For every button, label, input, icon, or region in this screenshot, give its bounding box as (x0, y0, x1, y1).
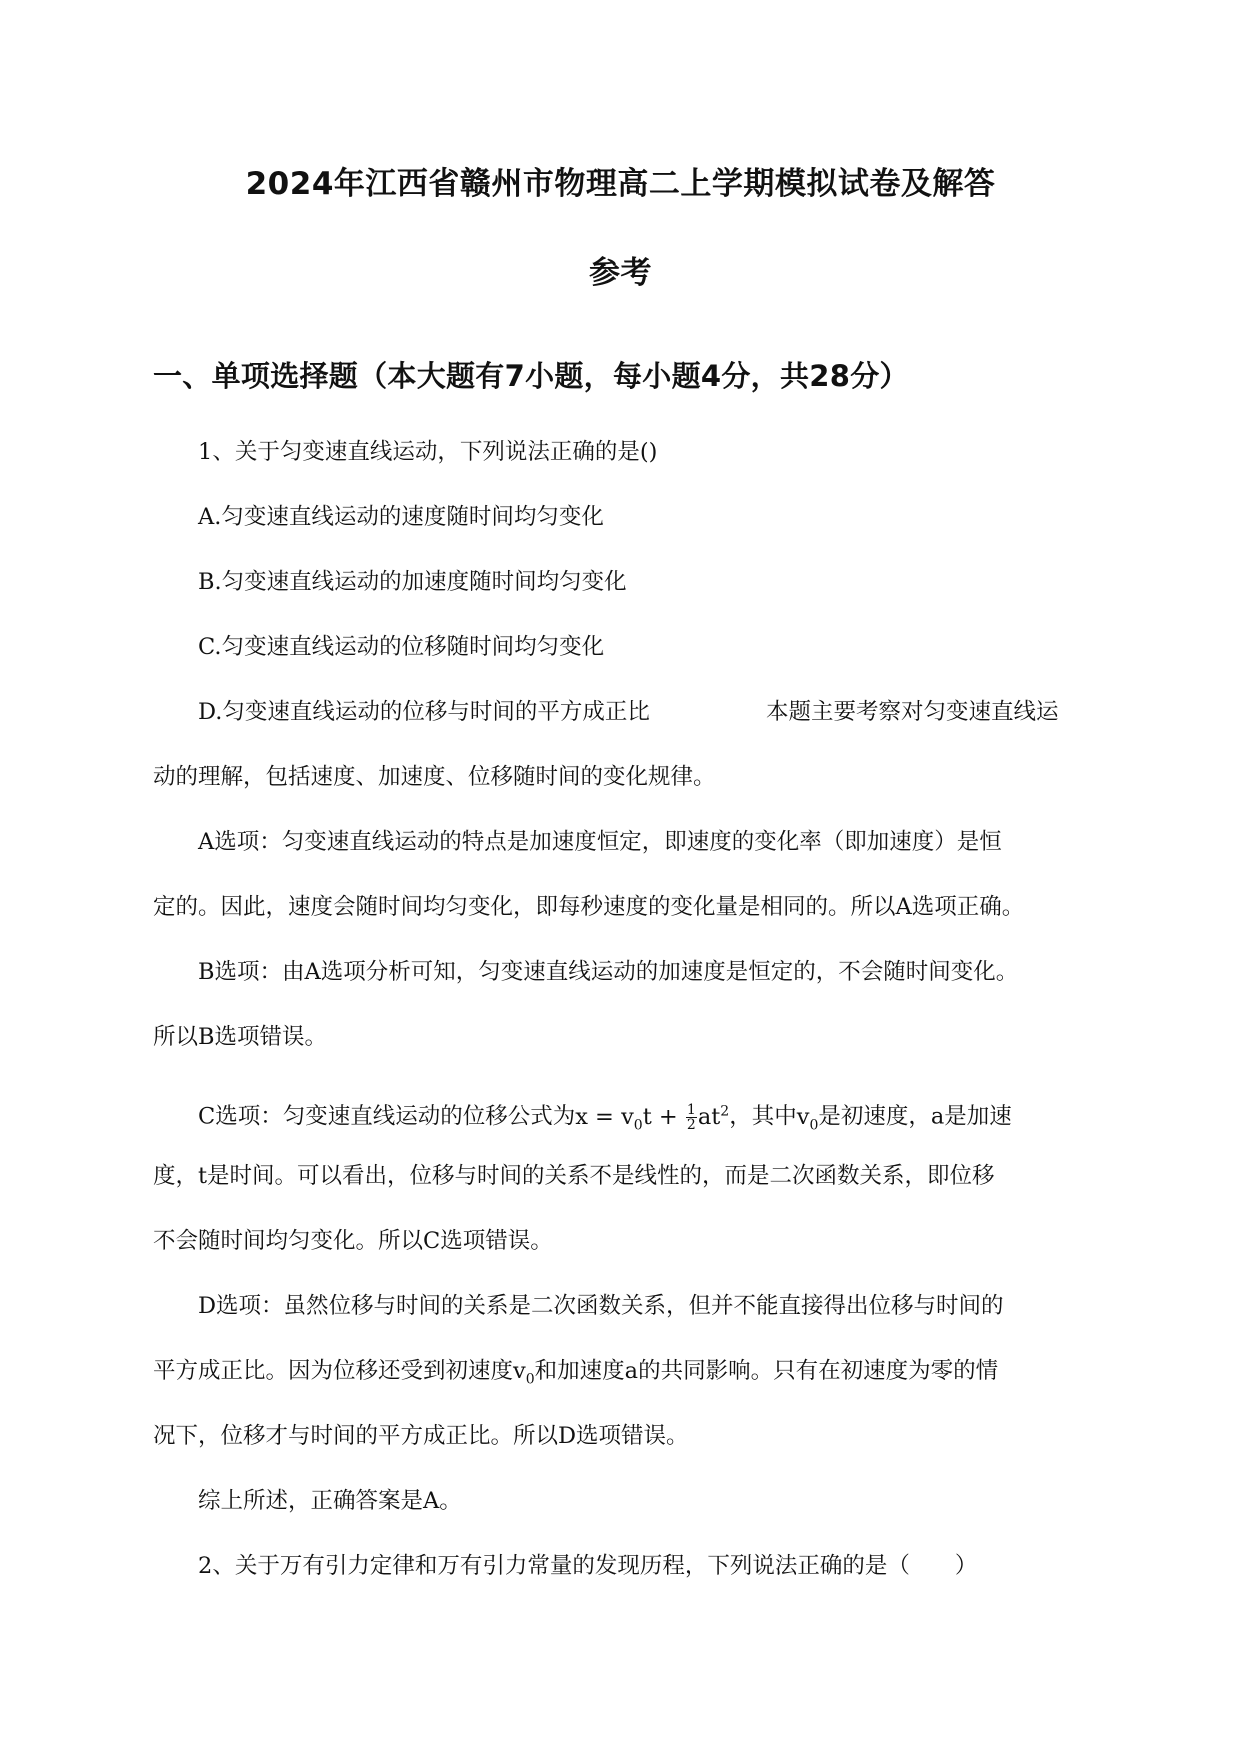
question-1-option-d: D.匀变速直线运动的位移与时间的平方成正比 (198, 699, 650, 725)
option-d-analysis-continued-2: 况下，位移才与时间的平方成正比。所以D选项错误。 (153, 1423, 689, 1449)
option-a-analysis: A选项：匀变速直线运动的特点是加速度恒定，即速度的变化率（即加速度）是恒 (198, 829, 1002, 855)
question-1-analysis-intro: 本题主要考察对匀变速直线运 (766, 699, 1059, 725)
option-d-analysis: D选项：虽然位移与时间的关系是二次函数关系，但并不能直接得出位移与时间的 (198, 1293, 1004, 1319)
option-c-analysis-prefix: C选项：匀变速直线运动的位移公式为 (198, 1103, 576, 1130)
page-title-continued: 参考 (589, 255, 652, 291)
question-1-summary: 综上所述，正确答案是A。 (198, 1488, 462, 1514)
option-d-analysis-continued: 平方成正比。因为位移还受到初速度$v_0$和加速度a的共同影响。只有在初速度为零的情 (153, 1358, 999, 1388)
question-1-option-a: A.匀变速直线运动的速度随时间均匀变化 (198, 504, 604, 530)
option-c-analysis: C选项：匀变速直线运动的位移公式为$x = v_0t$ + $\frac{1}{2}$ $at^2$，其中$v_0$是初速度，a是加速 (198, 1102, 1012, 1133)
section-heading: 一、单项选择题（本大题有7小题，每小题4分，共28分） (153, 359, 909, 393)
initial-velocity-symbol: $v_0$ (796, 1103, 819, 1133)
option-b-analysis-continued: 所以B选项错误。 (153, 1024, 328, 1050)
displacement-formula: $x = v_0t$ + $\frac{1}{2}$ $at^2$ (575, 1102, 730, 1133)
question-1-stem: 1、关于匀变速直线运动，下列说法正确的是() (198, 439, 658, 465)
initial-velocity-symbol: $v_0$ (513, 1358, 535, 1388)
one-half-fraction: $\frac{1}{2}$ (686, 1102, 696, 1133)
option-c-analysis-continued: 度，t是时间。可以看出，位移与时间的关系不是线性的，而是二次函数关系，即位移 (153, 1163, 995, 1189)
option-a-analysis-continued: 定的。因此，速度会随时间均匀变化，即每秒速度的变化量是相同的。所以A选项正确。 (153, 894, 1025, 920)
page-title: 2024年江西省赣州市物理高二上学期模拟试卷及解答 (245, 166, 996, 202)
question-2-stem: 2、关于万有引力定律和万有引力常量的发现历程，下列说法正确的是（ ） (198, 1553, 978, 1579)
option-b-analysis: B选项：由A选项分析可知，匀变速直线运动的加速度是恒定的，不会随时间变化。 (198, 959, 1019, 985)
question-1-option-b: B.匀变速直线运动的加速度随时间均匀变化 (198, 569, 627, 595)
question-1-option-c: C.匀变速直线运动的位移随时间均匀变化 (198, 634, 605, 660)
option-c-analysis-continued-2: 不会随时间均匀变化。所以C选项错误。 (153, 1228, 553, 1254)
question-1-analysis-intro-continued: 动的理解，包括速度、加速度、位移随时间的变化规律。 (153, 764, 716, 790)
